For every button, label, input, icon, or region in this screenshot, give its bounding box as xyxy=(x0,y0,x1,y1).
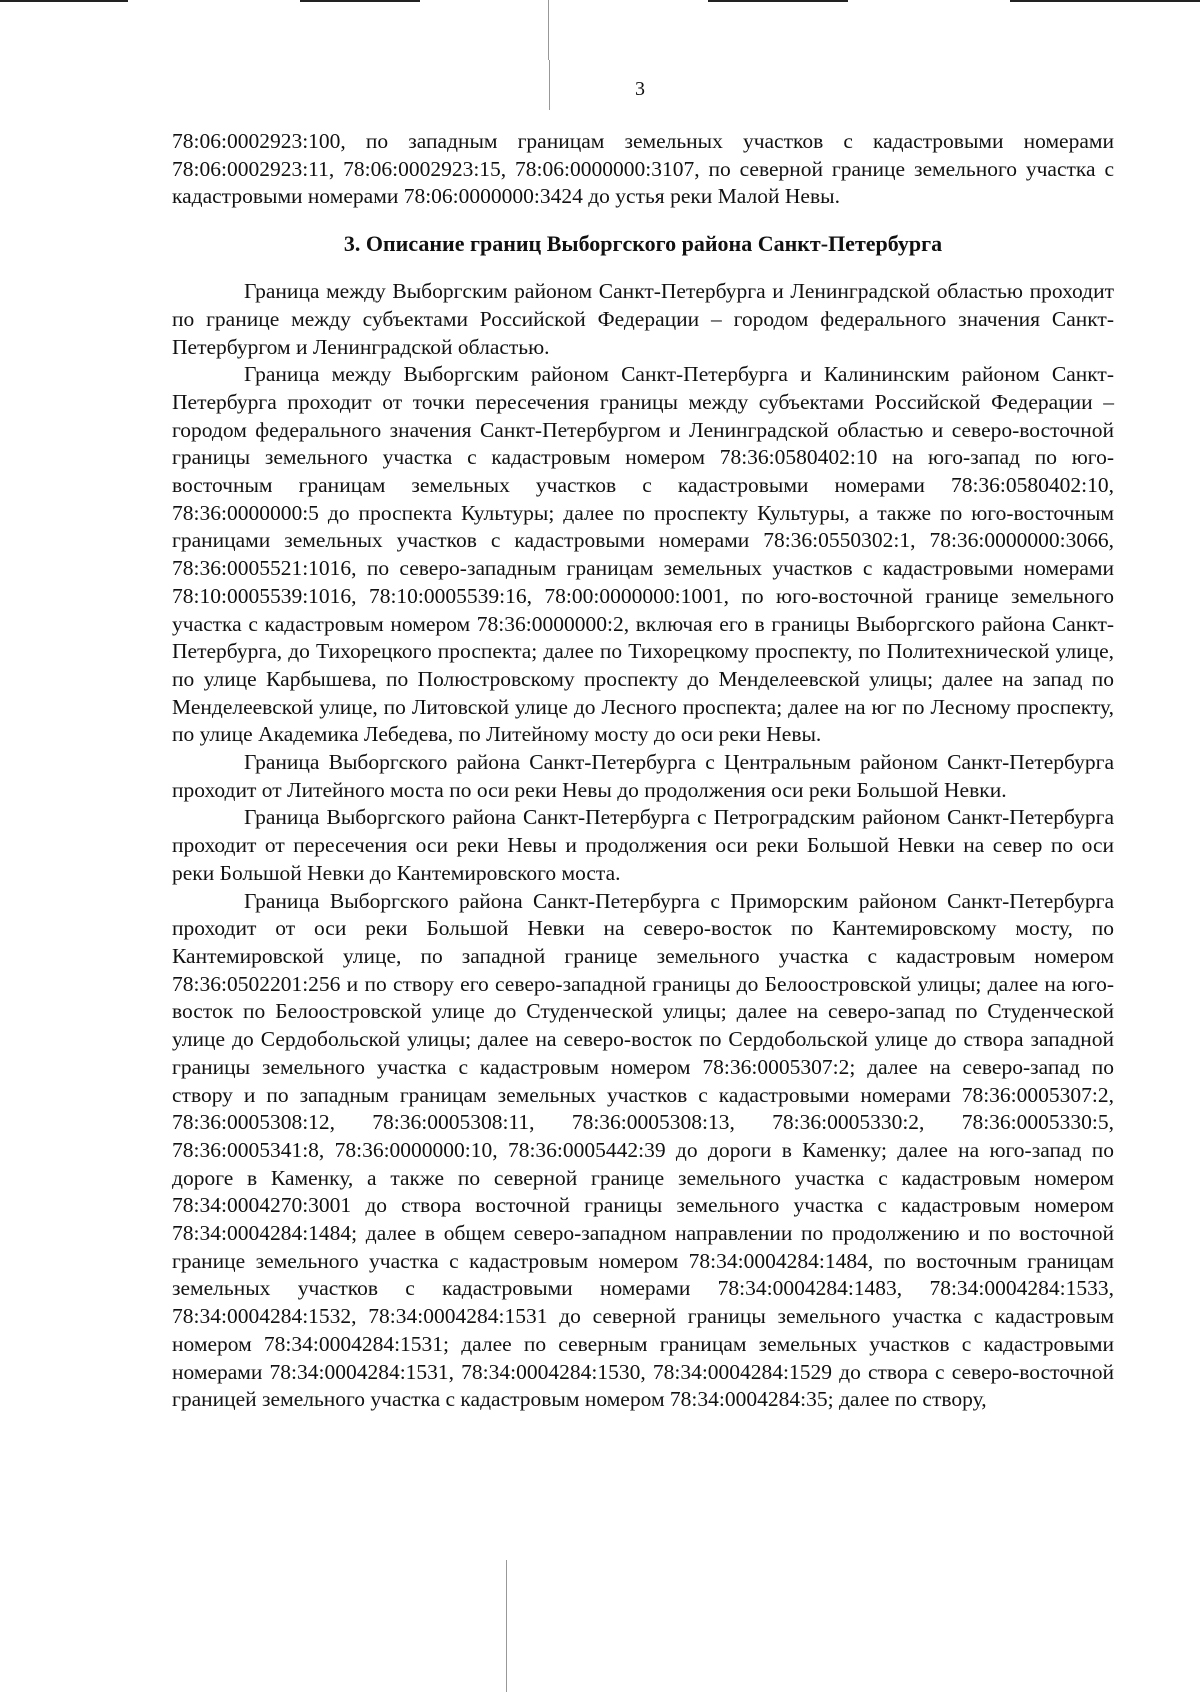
scan-fold-line xyxy=(506,1560,507,1692)
section-heading: 3. Описание границ Выборгского района Санкт-Петербурга xyxy=(343,231,943,257)
paragraph-kalininsky: Граница между Выборгским районом Санкт-Петербурга и Калининским районом Санкт-Петербурга проходит от точки пересечения границы между субъектами Российской Федерации – городом федерального значения Санкт-Петербургом и Ленинградской областью и северо-восточной границы земельного участка с кадастровым номером 78:36:0580402:10 на юго-запад по юго-восточным границам земельных участков с кадастровыми номерами 78:36:0580402:10, 78:36:0000000:5 до проспекта Культуры; далее по проспекту Культуры, а также по юго-восточным границами земельных участков с кадастровыми номерами 78:36:0550302:1, 78:36:0000000:3066, 78:36:0005521:1016, по северо-западным границам земельных участков с кадастровыми номерами 78:10:0005539:1016, 78:10:0005539:16, 78:00:0000000:1001, по юго-восточной границе земельного участка с кадастровым номером 78:36:0000000:2, включая его в границы Выборгского района Санкт-Петербурга, до Тихорецкого проспекта; далее по Тихорецкому проспекту, по Политехнической улице, по улице Карбышева, по Полюстровскому проспекту до Менделеевской улицы; далее на запад по Менделеевской улице, по Литовской улице до Лесного проспекта; далее на юг по Лесному проспекту, по улице Академика Лебедева, по Литейному мосту до оси реки Невы. xyxy=(172,362,1114,747)
paragraph-petrogradsky: Граница Выборгского района Санкт-Петербурга с Петроградским районом Санкт-Петербурга проходит от пересечения оси реки Невы и продолжения оси реки Большой Невки на север по оси реки Большой Невки до Кантемировского моста. xyxy=(172,805,1114,885)
paragraph-tsentralny: Граница Выборгского района Санкт-Петербурга с Центральным районом Санкт-Петербурга проходит от Литейного моста по оси реки Невы до продолжения оси реки Большой Невки. xyxy=(172,750,1114,802)
scan-fold-line xyxy=(548,0,549,60)
paragraph-primorsky: Граница Выборгского района Санкт-Петербурга с Приморским районом Санкт-Петербурга проходит от оси реки Большой Невки на северо-восток по Кантемировскому мосту, по Кантемировской улице, по западной границе земельного участка с кадастровым номером 78:36:0502201:256 и по створу его северо-западной границы до Белоостровской улицы; далее на юго-восток по Белоостровской улице до Студенческой улицы; далее на северо-запад по Студенческой улице до Сердобольской улицы; далее на северо-восток по Сердобольской улице до створа западной границы земельного участка с кадастровым номером 78:36:0005307:2; далее на северо-запад по створу и по западным границам земельных участков с кадастровыми номерами 78:36:0005307:2, 78:36:0005308:12, 78:36:0005308:11, 78:36:0005308:13, 78:36:0005330:2, 78:36:0005330:5, 78:36:0005341:8, 78:36:0000000:10, 78:36:0005442:39 до дороги в Каменку; далее на юго-запад по дороге в Каменку, а также по северной границе земельного участка с кадастровым номером 78:34:0004270:3001 до створа восточной границы земельного участка с кадастровым номером 78:34:0004284:1484; далее в общем северо-западном направлении по продолжению и по восточной границе земельного участка с кадастровым номером 78:34:0004284:1484, по восточным границам земельных участков с кадастровыми номерами 78:34:0004284:1483, 78:34:0004284:1533, 78:34:0004284:1532, 78:34:0004284:1531 до северной границы земельного участка с кадастровым номером 78:34:0004284:1531; далее по северным границам земельных участков с кадастровыми номерами 78:34:0004284:1531, 78:34:0004284:1530, 78:34:0004284:1529 до створа с северо-восточной границей земельного участка с кадастровым номером 78:34:0004284:35; далее по створу, xyxy=(172,888,1114,1412)
continuation-paragraph: 78:06:0002923:100, по западным границам земельных участков с кадастровыми номерами 78:06:0002923:11, 78:06:0002923:15, 78:06:0000000:3107, по северной границе земельного участка с кадастровыми номерами 78:06:0000000:3424 до устья реки Малой Невы. xyxy=(172,129,1114,209)
paragraph-leningrad-oblast: Граница между Выборгским районом Санкт-Петербурга и Ленинградской областью проходит по границе между субъектами Российской Федерации – городом федерального значения Санкт-Петербургом и Ленинградской областью. xyxy=(172,279,1114,359)
scan-edge-marks xyxy=(0,0,1200,3)
page-number: 3 xyxy=(635,78,645,100)
document-body xyxy=(172,128,1114,1414)
